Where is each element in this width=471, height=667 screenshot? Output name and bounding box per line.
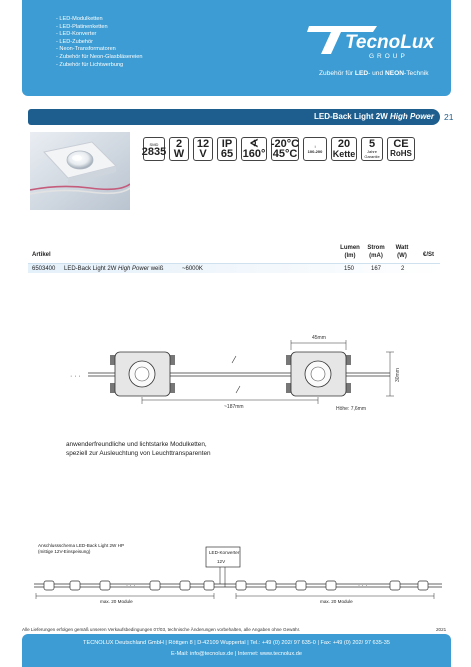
warranty-icon: 5 Jahre Garantie [361,137,383,161]
header-banner [22,0,451,96]
category-item: - LED-Platinenketten [56,24,142,32]
col-artikel: Artikel [32,252,51,258]
cell-strom: 167 [371,266,382,272]
product-title-bar [28,109,440,125]
cell-lumen: 150 [344,266,355,272]
terms-footnote: Alle Lieferungen erfolgen gemäß unseren Verkaufsbedingungen 07/03, technische Änderungen vorbehalten, alle Angaben ohne Gewähr. [22,627,301,632]
tecnolux-logo [307,20,457,60]
category-item: - Zubehör für Lichtwerbung [56,62,142,70]
footer-banner [22,634,451,667]
chain-count-icon: 20 Kette [332,138,356,159]
cell-watt: 2 [401,266,405,272]
wiring-caption-sub: (mittige 12V-Einspeisung) [38,549,91,554]
wiring-diagram [30,538,445,608]
chain-continuation: · · · [70,373,81,380]
col-strom: Strom (mA) [367,245,385,259]
depth-label: Höhe: 7,6mm [336,406,367,412]
company-address: TECNOLUX Deutschland GmbH | Röttgen 8 | D-42109 Wuppertal | Tel.: +49 (0) 202/ 97 635-0 | Fax: +49 (0) 202/ 97 635-35 [83,640,390,646]
smd-icon: SMD 2835 [143,137,165,161]
cell-desc: LED-Back Light 2W High Power weiß [64,266,164,272]
catalog-year: 2021 [436,627,447,632]
wiring-caption: Anschlussschema LED-Back Light 2W HP [38,543,125,548]
voltage-icon: 12 V [193,137,213,161]
led-module-left [110,352,175,396]
article-table [28,239,440,273]
product-photo [30,132,130,210]
dimension-drawing [60,328,420,418]
table-row [28,263,440,273]
chain-gap-right: · · · [358,583,368,589]
distance-icon: ↕ 100-200 [303,137,327,161]
brand-wordmark: TecnoLux [345,32,435,53]
col-price: €/St [423,252,435,258]
product-title: LED-Back Light 2W High Power [313,112,434,121]
col-lumen: Lumen (lm) [340,245,360,259]
right-max-label: max. 20 Module [320,599,353,604]
category-item: - Zubehör für Neon-Glasbläsereien [56,54,142,62]
category-item: - Neon-Transformatoren [56,46,142,54]
col-watt: Watt (W) [395,245,409,259]
height-label: 30mm [395,368,401,382]
category-item: - LED-Modulketten [56,16,142,24]
tagline: Zubehör für LED- und NEON-Technik [319,70,429,77]
product-description: anwenderfreundliche und lichtstarke Modulketten, speziell zur Ausleuchtung von Leuchttransparenten [66,441,211,457]
category-list [56,16,142,69]
spec-icon-row [143,137,415,161]
led-module-right [286,352,351,396]
converter-voltage: 12V [217,559,226,564]
power-icon: 2 W [169,137,189,161]
left-max-label: max. 20 Module [100,599,133,604]
pitch-label: ~187mm [224,404,244,410]
cell-artikel: 6503400 [32,266,56,272]
temperature-icon: -20°C 45°C [270,138,300,160]
brand-subtitle: GROUP [369,53,408,60]
table-header [28,239,440,263]
module-chain [44,581,428,590]
ce-rohs-icon: CE RoHS [387,137,415,161]
category-item: - LED-Konverter [56,31,142,39]
page-number: 21 [444,112,454,122]
cell-cct: ~6000K [182,266,203,272]
converter-label: LED-Konverter [209,550,240,555]
company-contact: E-Mail: info@tecnolux.de | Internet: www.tecnolux.de [171,651,302,657]
chain-gap-left: · · · [126,583,136,589]
category-item: - LED-Zubehör [56,39,142,47]
ip-rating-icon: IP 65 [217,137,237,161]
beam-angle-icon: ∢ 160° [242,138,266,160]
width-label: 45mm [312,335,326,341]
